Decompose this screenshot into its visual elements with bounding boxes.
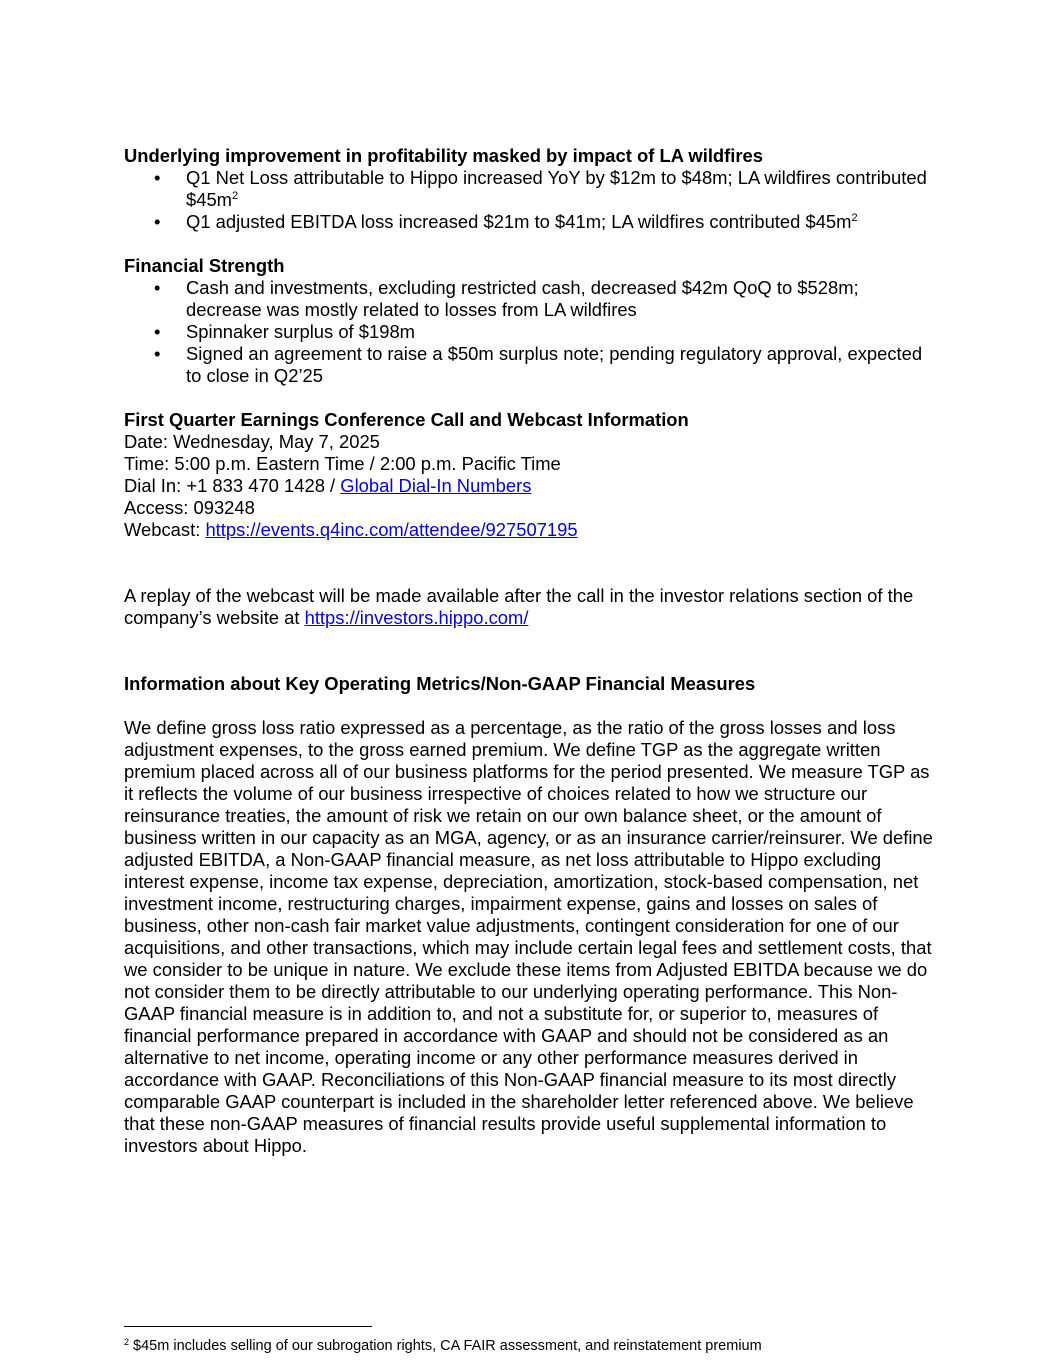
list-item xyxy=(124,343,939,387)
profitability-bullet-list xyxy=(124,167,939,233)
section-heading-profitability: Underlying improvement in profitability masked by impact of LA wildfires xyxy=(124,145,764,166)
list-item xyxy=(124,167,939,211)
section-heading-conference-call: First Quarter Earnings Conference Call and Webcast Information xyxy=(124,409,689,430)
footnote-marker: 2 xyxy=(124,1337,130,1347)
global-dial-in-link[interactable]: Global Dial-In Numbers xyxy=(340,475,532,496)
call-date: Date: Wednesday, May 7, 2025 xyxy=(124,431,380,452)
list-item xyxy=(124,321,939,343)
footnote-ref: 2 xyxy=(232,190,239,202)
section-heading-metrics: Information about Key Operating Metrics/Non-GAAP Financial Measures xyxy=(124,673,756,694)
webcast-label: Webcast: xyxy=(124,519,206,540)
bullet-glyph: • xyxy=(154,321,161,342)
bullet-text: Spinnaker surplus of $198m xyxy=(186,321,415,342)
document-body xyxy=(124,145,939,1157)
bullet-text: Cash and investments, excluding restricted cash, decreased $42m QoQ to $528m; decrease was mostly related to losses from LA wildfires xyxy=(186,277,859,320)
footnote xyxy=(124,1337,1004,1355)
list-item xyxy=(124,211,939,233)
call-dial-in xyxy=(124,475,939,497)
webcast-link[interactable]: https://events.q4inc.com/attendee/927507195 xyxy=(205,519,578,540)
bullet-glyph: • xyxy=(154,167,161,188)
call-webcast xyxy=(124,519,939,541)
replay-paragraph xyxy=(124,585,939,629)
call-access-code: Access: 093248 xyxy=(124,497,255,518)
replay-text: A replay of the webcast will be made available after the call in the investor relations section of the company’s website at xyxy=(124,585,914,628)
dial-in-number: Dial In: +1 833 470 1428 / xyxy=(124,475,341,496)
metrics-body-paragraph: We define gross loss ratio expressed as a percentage, as the ratio of the gross losses and loss adjustment expenses, to the gross earned premium. We define TGP as the aggregate written premium placed across all of our business platforms for the period presented. We measure TGP as it reflects the volume of our business irrespective of choices related to how we structure our reinsurance treaties, the amount of risk we retain on our own balance sheet, or the amount of business written in our capacity as an MGA, agency, or as an insurance carrier/reinsurer. We define adjusted EBITDA, a Non-GAAP financial measure, as net loss attributable to Hippo excluding interest expense, income tax expense, depreciation, amortization, stock-based compensation, net investment income, restructuring charges, impairment expense, gains and losses on sales of business, other non-cash fair market value adjustments, contingent consideration for one of our acquisitions, and other transactions, which may include certain legal fees and settlement costs, that we consider to be unique in nature. We exclude these items from Adjusted EBITDA because we do not consider them to be directly attributable to our underlying operating performance. This Non-GAAP financial measure is in addition to, and not a substitute for, or superior to, measures of financial performance prepared in accordance with GAAP and should not be considered as an alternative to net income, operating income or any other performance measures derived in accordance with GAAP. Reconciliations of this Non-GAAP financial measure to its most directly comparable GAAP counterpart is included in the shareholder letter referenced above. We believe that these non-GAAP measures of financial results provide useful supplemental information to investors about Hippo. xyxy=(124,717,933,1156)
list-item xyxy=(124,277,939,321)
financial-strength-bullet-list xyxy=(124,277,939,387)
bullet-text: Signed an agreement to raise a $50m surplus note; pending regulatory approval, expected to close in Q2’25 xyxy=(186,343,923,386)
call-time: Time: 5:00 p.m. Eastern Time / 2:00 p.m. Pacific Time xyxy=(124,453,561,474)
footnote-ref: 2 xyxy=(851,212,858,224)
bullet-text: Q1 Net Loss attributable to Hippo increased YoY by $12m to $48m; LA wildfires contributed $45m xyxy=(186,167,927,210)
investor-relations-link[interactable]: https://investors.hippo.com/ xyxy=(304,607,529,628)
bullet-text: Q1 adjusted EBITDA loss increased $21m to $41m; LA wildfires contributed $45m xyxy=(186,211,852,232)
footnote-text: $45m includes selling of our subrogation rights, CA FAIR assessment, and reinstatement premium xyxy=(129,1338,762,1354)
bullet-glyph: • xyxy=(154,211,161,232)
footnote-divider xyxy=(124,1326,372,1327)
section-heading-financial-strength: Financial Strength xyxy=(124,255,285,276)
bullet-glyph: • xyxy=(154,343,161,364)
bullet-glyph: • xyxy=(154,277,161,298)
